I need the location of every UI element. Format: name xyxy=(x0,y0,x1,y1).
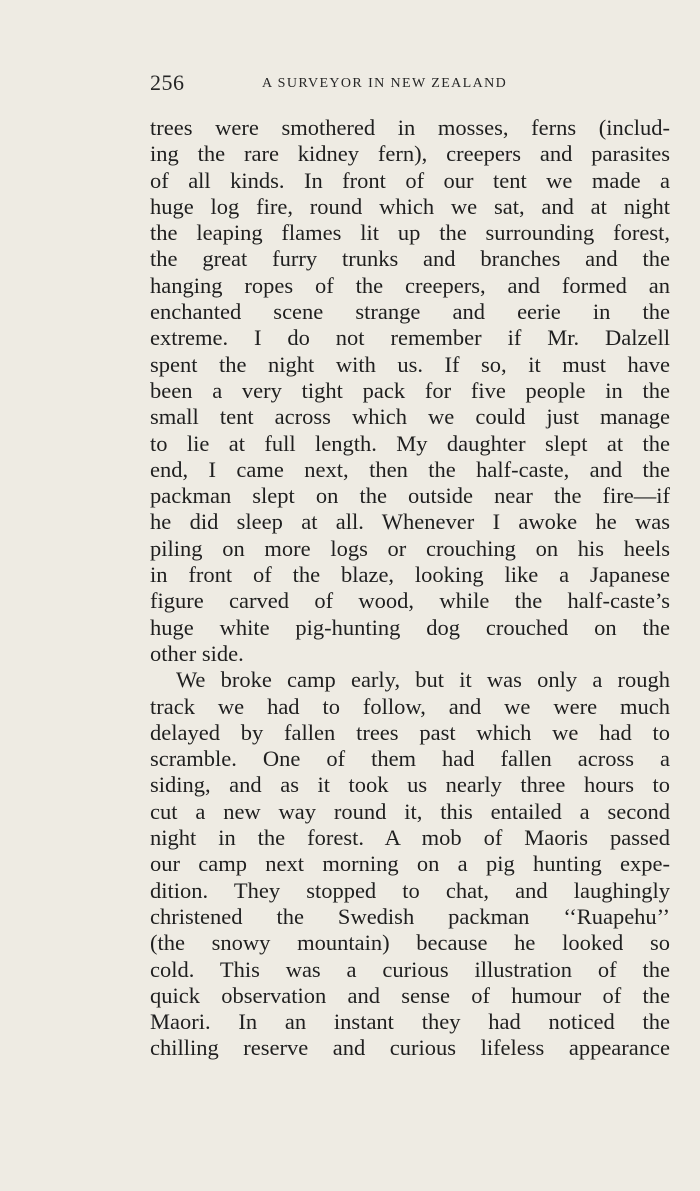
text-line: ing the rare kidney fern), creepers and parasites xyxy=(150,141,670,167)
text-line: quick observation and sense of humour of the xyxy=(150,982,670,1008)
text-line: scramble. One of them had fallen across a xyxy=(150,746,670,772)
running-title: A SURVEYOR IN NEW ZEALAND xyxy=(262,76,508,91)
text-line: huge white pig-hunting dog crouched on the xyxy=(150,614,670,640)
text-line: We broke camp early, but it was only a rough xyxy=(176,667,670,693)
text-line: extreme. I do not remember if Mr. Dalzell xyxy=(150,325,670,351)
text-line: end, I came next, then the half-caste, and the xyxy=(150,456,670,482)
text-line: siding, and as it took us nearly three hours to xyxy=(150,772,670,798)
running-head xyxy=(150,70,670,100)
text-line: of all kinds. In front of our tent we made a xyxy=(150,167,670,193)
text-line: huge log fire, round which we sat, and at night xyxy=(150,193,670,219)
text-line: been a very tight pack for five people in the xyxy=(150,377,670,403)
text-line: to lie at full length. My daughter slept at the xyxy=(150,430,670,456)
text-line: the leaping flames lit up the surrounding forest, xyxy=(150,220,670,246)
text-line: trees were smothered in mosses, ferns (includ- xyxy=(150,115,670,140)
text-line: figure carved of wood, while the half-caste’s xyxy=(150,588,670,614)
text-line: other side. xyxy=(150,640,244,666)
text-line: track we had to follow, and we were much xyxy=(150,693,670,719)
text-line: delayed by fallen trees past which we had to xyxy=(150,719,670,745)
text-line: cold. This was a curious illustration of the xyxy=(150,956,670,982)
text-line: enchanted scene strange and eerie in the xyxy=(150,299,670,325)
text-line: small tent across which we could just manage xyxy=(150,404,670,430)
text-line: christened the Swedish packman ‘‘Ruapehu’’ xyxy=(150,903,670,929)
text-line: spent the night with us. If so, it must have xyxy=(150,351,670,377)
text-line: cut a new way round it, this entailed a second xyxy=(150,798,670,824)
text-line: packman slept on the outside near the fire—if xyxy=(150,483,670,509)
text-line: chilling reserve and curious lifeless appearance xyxy=(150,1035,670,1061)
text-line: the great furry trunks and branches and the xyxy=(150,246,670,272)
text-line: in front of the blaze, looking like a Japanese xyxy=(150,562,670,588)
text-line: piling on more logs or crouching on his heels xyxy=(150,535,670,561)
text-line: dition. They stopped to chat, and laughingly xyxy=(150,877,670,903)
body-text xyxy=(150,115,670,1062)
text-line: night in the forest. A mob of Maoris passed xyxy=(150,825,670,851)
text-line: (the snowy mountain) because he looked so xyxy=(150,930,670,956)
text-line: he did sleep at all. Whenever I awoke he was xyxy=(150,509,670,535)
text-line: hanging ropes of the creepers, and formed an xyxy=(150,272,670,298)
text-line: Maori. In an instant they had noticed the xyxy=(150,1009,670,1035)
page-number: 256 xyxy=(150,70,185,95)
text-line: our camp next morning on a pig hunting expe- xyxy=(150,851,670,877)
